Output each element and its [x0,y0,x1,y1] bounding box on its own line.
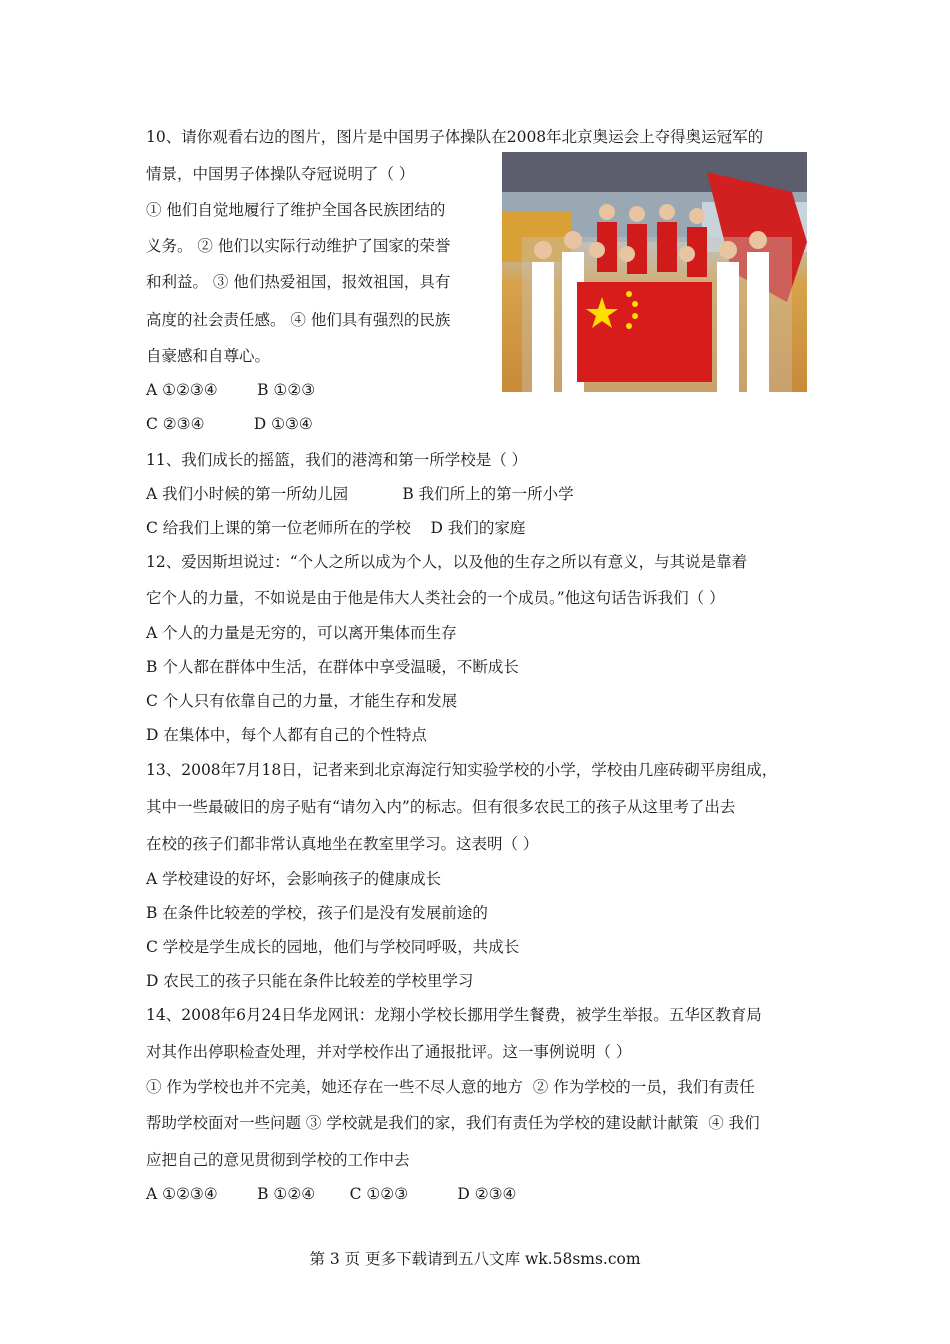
q12-line2: 它个人的力量，不如说是由于他是伟大人类社会的一个成员。”他这句话告诉我们（ ） [146,589,725,607]
q14-line3: ① 作为学校也并不完美，她还存在一些不尽人意的地方 ② 作为学校的一员，我们有责任 [146,1078,755,1096]
q12-option-d: D 在集体中，每个人都有自己的个性特点 [146,726,427,744]
q13-line2: 其中一些最破旧的房子贴有“请勿入内”的标志。但有很多农民工的孩子从这里考了出去 [146,798,736,816]
q10-line7: 自豪感和自尊心。 [146,347,271,365]
q10-line3: ① 他们自觉地履行了维护全国各民族团结的 [146,201,446,219]
q14-line4: 帮助学校面对一些问题 ③ 学校就是我们的家，我们有责任为学校的建设献计献策 ④ 我们 [146,1114,760,1132]
q12-line1: 12、爱因斯坦说过：“个人之所以成为个人，以及他的生存之所以有意义，与其说是靠着 [146,553,748,571]
q14-line1: 14、2008年6月24日华龙网讯：龙翔小学校长挪用学生餐费，被学生举报。五华区教育局 [146,1006,762,1024]
q14-line2: 对其作出停职检查处理，并对学校作出了通报批评。这一事例说明（ ） [146,1043,632,1061]
q10-line1: 10、请你观看右边的图片，图片是中国男子体操队在2008年北京奥运会上夺得奥运冠军的 [146,128,764,146]
q12-option-b: B 个人都在群体中生活，在群体中享受温暖，不断成长 [146,658,519,676]
q10-options-cd: C ②③④ D ①③④ [146,415,313,433]
q10-line6: 高度的社会责任感。 ④ 他们具有强烈的民族 [146,311,451,329]
page-footer: 第 3 页 更多下载请到五八文库 wk.58sms.com [309,1250,641,1268]
q10-line4: 义务。 ② 他们以实际行动维护了国家的荣誉 [146,237,451,255]
q11-options-ab: A 我们小时候的第一所幼儿园 B 我们所上的第一所小学 [146,485,574,503]
q13-line3: 在校的孩子们都非常认真地坐在教室里学习。这表明（ ） [146,835,539,853]
q10-line2: 情景，中国男子体操队夺冠说明了（ ） [146,165,415,183]
q13-option-d: D 农民工的孩子只能在条件比较差的学校里学习 [146,972,474,990]
q11-stem: 11、我们成长的摇篮，我们的港湾和第一所学校是（ ） [146,451,528,469]
q14-line5: 应把自己的意见贯彻到学校的工作中去 [146,1151,410,1169]
q13-option-b: B 在条件比较差的学校，孩子们是没有发展前途的 [146,904,488,922]
q11-options-cd: C 给我们上课的第一位老师所在的学校 D 我们的家庭 [146,519,526,537]
q13-line1: 13、2008年7月18日，记者来到北京海淀行知实验学校的小学，学校由几座砖砌平房组成， [146,761,778,779]
team-photo-illustration [502,152,807,392]
gymnastics-team-photo [502,152,807,392]
q13-option-c: C 学校是学生成长的园地，他们与学校同呼吸，共成长 [146,938,520,956]
q13-option-a: A 学校建设的好坏，会影响孩子的健康成长 [146,870,442,888]
q12-option-a: A 个人的力量是无穷的，可以离开集体而生存 [146,624,457,642]
q10-line5: 和利益。 ③ 他们热爱祖国，报效祖国，具有 [146,273,451,291]
q14-options: A ①②③④ B ①②④ C ①②③ D ②③④ [146,1185,517,1203]
q10-options-ab: A ①②③④ B ①②③ [146,381,316,399]
q12-option-c: C 个人只有依靠自己的力量，才能生存和发展 [146,692,458,710]
